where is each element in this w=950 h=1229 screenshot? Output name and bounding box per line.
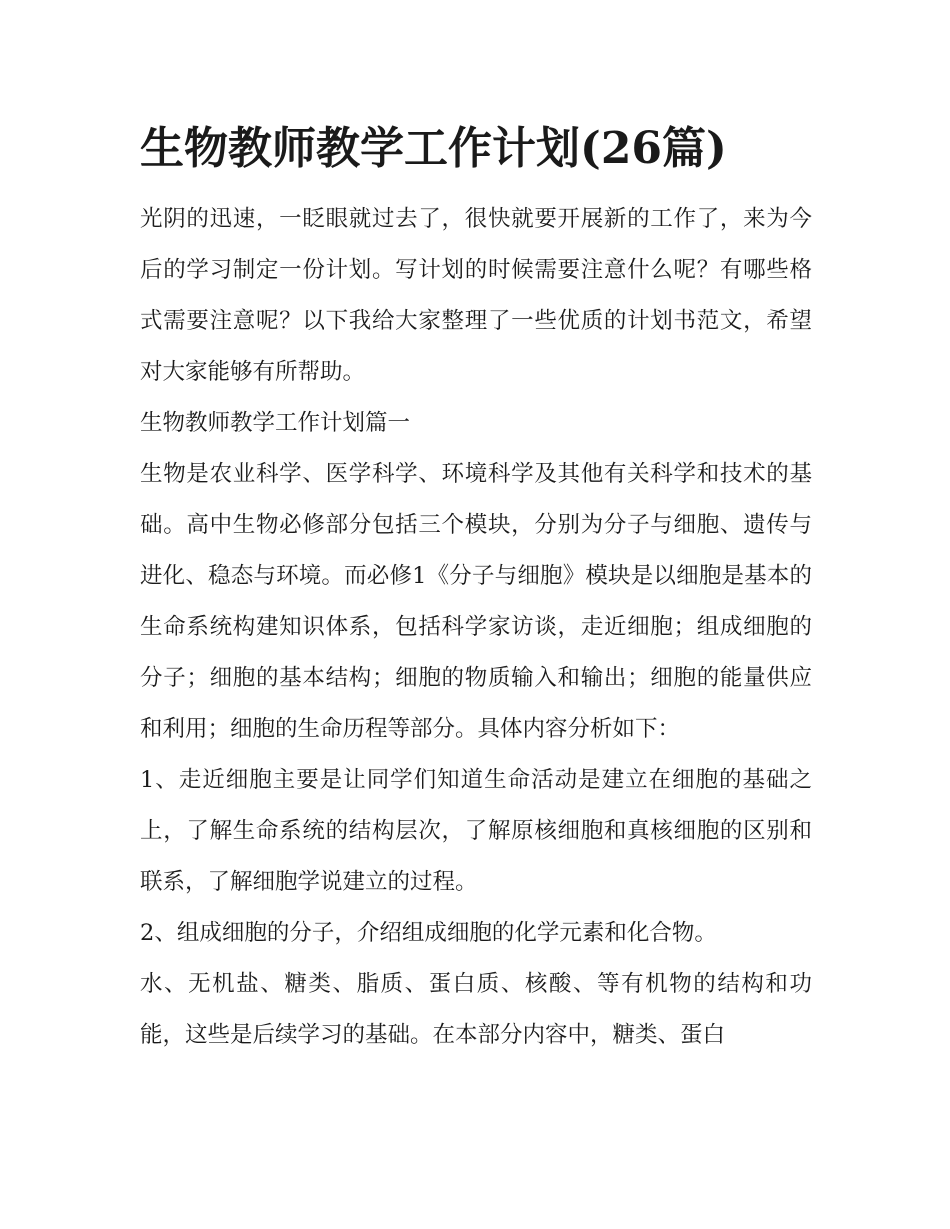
body-paragraph: 水、无机盐、糖类、脂质、蛋白质、核酸、等有机物的结构和功能，这些是后续学习的基础。在本部分内容中，糖类、蛋白 bbox=[140, 971, 812, 1048]
document-body bbox=[140, 118, 812, 1061]
list-item-2: 2、组成细胞的分子，介绍组成细胞的化学元素和化合物。 bbox=[140, 920, 717, 946]
document-title: 生物教师教学工作计划(26篇) bbox=[140, 123, 727, 174]
list-item-1: 1、走近细胞主要是让同学们知道生命活动是建立在细胞的基础之上，了解生命系统的结构层次，了解原核细胞和真核细胞的区别和联系，了解细胞学说建立的过程。 bbox=[140, 767, 812, 895]
body-paragraph: 生物是农业科学、医学科学、环境科学及其他有关科学和技术的基础。高中生物必修部分包括三个模块，分别为分子与细胞、遗传与进化、稳态与环境。而必修1《分子与细胞》模块是以细胞是基本的生命系统构建知识体系，包括科学家访谈，走近细胞；组成细胞的分子；细胞的基本结构；细胞的物质输入和输出；细胞的能量供应和利用；细胞的生命历程等部分。具体内容分析如下： bbox=[140, 461, 812, 742]
section-heading: 生物教师教学工作计划篇一 bbox=[140, 410, 411, 436]
intro-paragraph: 光阴的迅速，一眨眼就过去了，很快就要开展新的工作了，来为今后的学习制定一份计划。写计划的时候需要注意什么呢？有哪些格式需要注意呢？以下我给大家整理了一些优质的计划书范文，希望对大家能够有所帮助。 bbox=[140, 206, 812, 385]
